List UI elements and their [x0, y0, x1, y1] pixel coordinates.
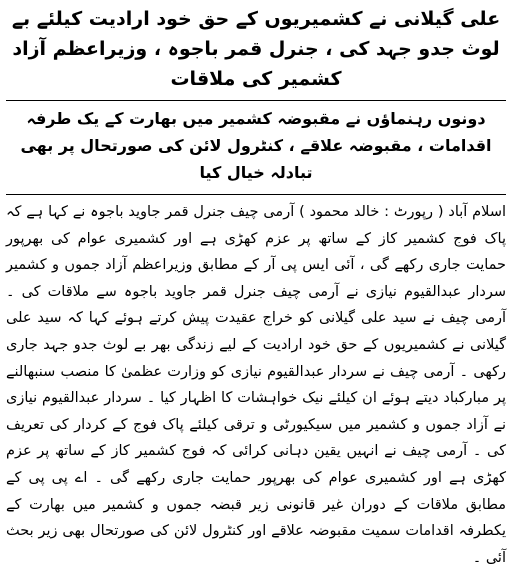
article-body: اسلام آباد ( رپورٹ : خالد محمود ) آرمی چیف جنرل قمر جاوید باجوہ نے کہا ہے کہ پاک فوج کشمیر کاز کے ساتھ پر عزم کھڑی ہے اور کشمیری عوام کی بھرپور حمایت جاری رکھے گی ، آئی ایس پی آر کے مطابق وزیراعظم آزاد جموں و کشمیر سردار عبدالقیوم نیازی نے آرمی چیف جنرل قمر جاوید باجوہ سے ملاقات کی ۔ آرمی چیف نے سید علی گیلانی کو خراج عقیدت پیش کرتے ہوئے کہا کہ سید علی گیلانی نے کشمیریوں کے حق خود ارادیت کے لیے زندگی بھر بے لوث جدو جہد جاری رکھی ۔ آرمی چیف نے سردار عبدالقیوم نیازی کو وزارت عظمیٰ کا منصب سنبھالنے پر مبارکباد دیتے ہوئے ان کیلئے نیک خواہشات کا اظہار کیا ۔ سردار عبدالقیوم نیازی نے آزاد جموں و کشمیر میں سیکیورٹی و ترقی کیلئے پاک فوج کے کردار کی تعریف کی ۔ آرمی چیف نے انہیں یقین دہانی کرائی کہ فوج کشمیر کاز کے ساتھ پر عزم کھڑی ہے اور کشمیری عوام کی بھرپور حمایت جاری رکھے گی ۔ اے پی پی کے مطابق ملاقات کے دوران غیر قانونی زیر قبضہ جموں و کشمیر میں بھارت کے یکطرفہ اقدامات سمیت مقبوضہ علاقے اور کنٹرول لائن کی صورتحال بھی زیر بحث آئی ۔ — [6, 204, 506, 566]
headline: علی گیلانی نے کشمیریوں کے حق خود ارادیت کیلئے بے لوث جدو جہد کی ، جنرل قمر باجوہ ، وزیراعظم آزاد کشمیر کی ملاقات — [11, 8, 501, 90]
subheadline: دونوں رہنماؤں نے مقبوضہ کشمیر میں بھارت کے یک طرفہ اقدامات ، مقبوضہ علاقے ، کنٹرول لائن کی صورتحال پر بھی تبادلہ خیال کیا — [20, 109, 492, 182]
